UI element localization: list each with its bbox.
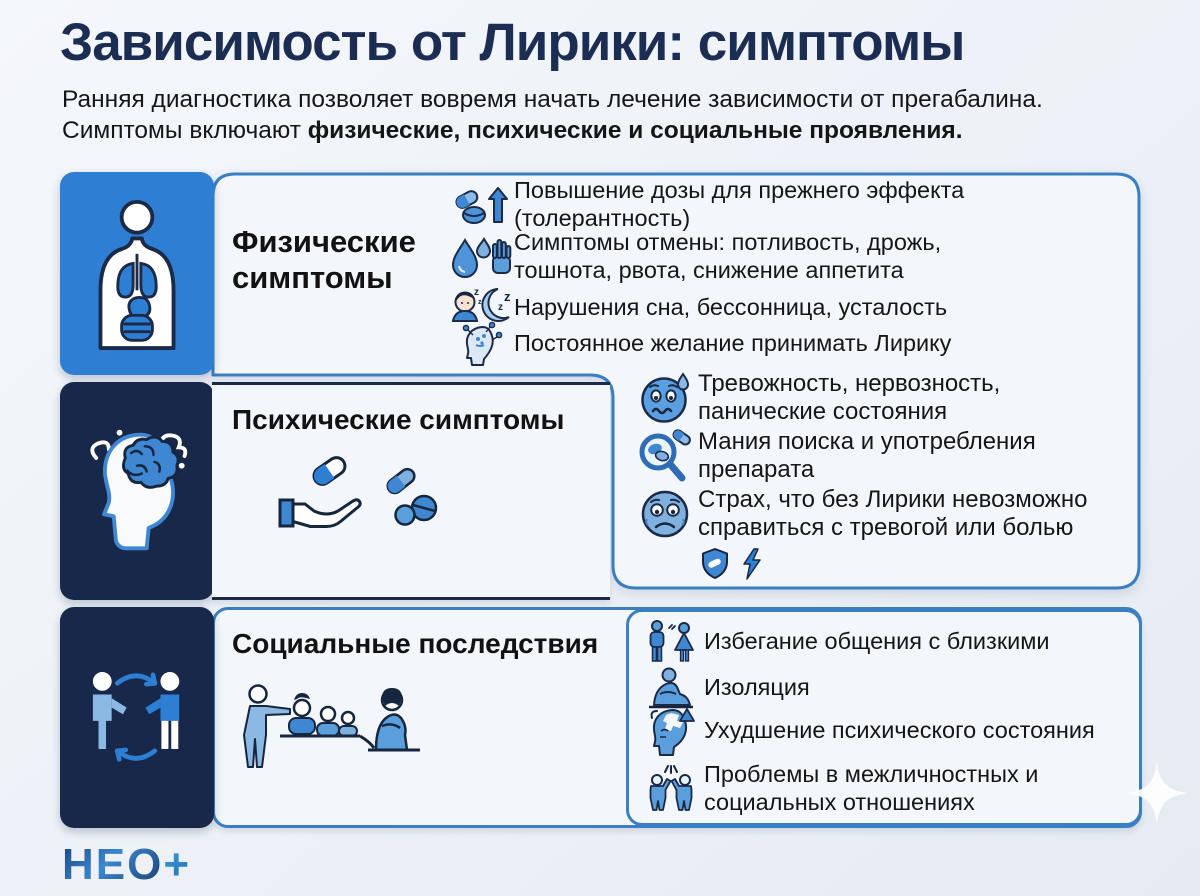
hand-giving-pills-icon [278, 448, 448, 543]
subtitle-line2-bold: физические, психические и социальные проявления. [307, 117, 963, 145]
craving-head-icon [448, 320, 514, 368]
item-text: Постоянное желание принимать Лирику [514, 330, 952, 357]
item-text: Страх, что без Лирики невозможно справиться с тревогой или болью [698, 485, 1088, 541]
social-section-panel [60, 607, 214, 828]
physical-section-title: Физические симптомы [232, 224, 416, 295]
brain-head-icon [78, 423, 196, 559]
svg-text:z: z [504, 289, 511, 304]
people-exchange-icon [76, 654, 198, 782]
anxious-face-icon [632, 371, 698, 425]
svg-text:z: z [474, 287, 479, 298]
subtitle-line1: Ранняя диагностика позволяет вовремя начать лечение зависимости от прегабалина. [62, 86, 1043, 113]
neo-plus-logo [62, 840, 191, 890]
page-subtitle [62, 84, 1142, 147]
avoid-contact-icon [638, 619, 704, 665]
social-item-mental-decline [638, 708, 1138, 754]
social-item-avoidance [638, 622, 1138, 662]
item-text: Избегание общения с близкими [704, 628, 1050, 655]
search-pills-icon [632, 427, 698, 485]
fear-face-icon [632, 487, 698, 541]
conflict-people-icon [638, 765, 704, 813]
logo-plus-text: + [163, 840, 192, 889]
item-text: Симптомы отмены: потливость, дрожь, тошнота, рвота, снижение аппетита [514, 229, 942, 283]
group-exclusion-icon [240, 668, 430, 777]
sparkle-watermark-icon [1118, 758, 1196, 836]
social-item-isolation [638, 668, 1138, 708]
page-title: Зависимость от Лирики: симптомы [60, 13, 965, 72]
isolation-icon [638, 666, 704, 710]
item-text: Тревожность, нервозность, панические состояния [698, 369, 1001, 425]
item-text: Повышение дозы для прежнего эффекта (толерантность) [514, 177, 965, 231]
svg-text:z: z [478, 299, 482, 306]
subtitle-line2-prefix: Симптомы включают [62, 117, 308, 145]
item-text: Проблемы в межличностных и социальных отношениях [704, 761, 1039, 815]
shield-pill-icon [702, 548, 728, 580]
psych-item-fear [632, 485, 1132, 541]
lightning-icon [742, 548, 762, 580]
physical-section-panel [60, 172, 214, 375]
svg-text:z: z [498, 302, 503, 313]
social-section-title: Социальные последствия [232, 628, 599, 659]
logo-neo-text: НЕО [62, 840, 164, 889]
social-item-relationships [638, 762, 1098, 816]
body-organs-icon [87, 195, 187, 353]
item-text: Нарушения сна, бессонница, усталость [514, 294, 948, 321]
fear-sub-icons [702, 548, 762, 580]
mental-decline-icon [638, 705, 704, 757]
item-text: Ухудшение психического состояния [704, 717, 1095, 744]
item-text: Мания поиска и употребления препарата [698, 427, 1036, 483]
physical-item-tolerance [448, 177, 1138, 231]
psych-item-seeking [632, 427, 1132, 483]
psych-section-title: Психические симптомы [232, 404, 565, 435]
psych-section-panel [60, 382, 214, 600]
withdrawal-drops-hand-icon [448, 234, 514, 280]
physical-item-craving [448, 322, 1088, 366]
item-text: Изоляция [704, 674, 810, 701]
physical-item-withdrawal [448, 228, 968, 286]
psych-item-anxiety [632, 369, 1132, 425]
pills-up-arrow-icon [448, 184, 514, 226]
